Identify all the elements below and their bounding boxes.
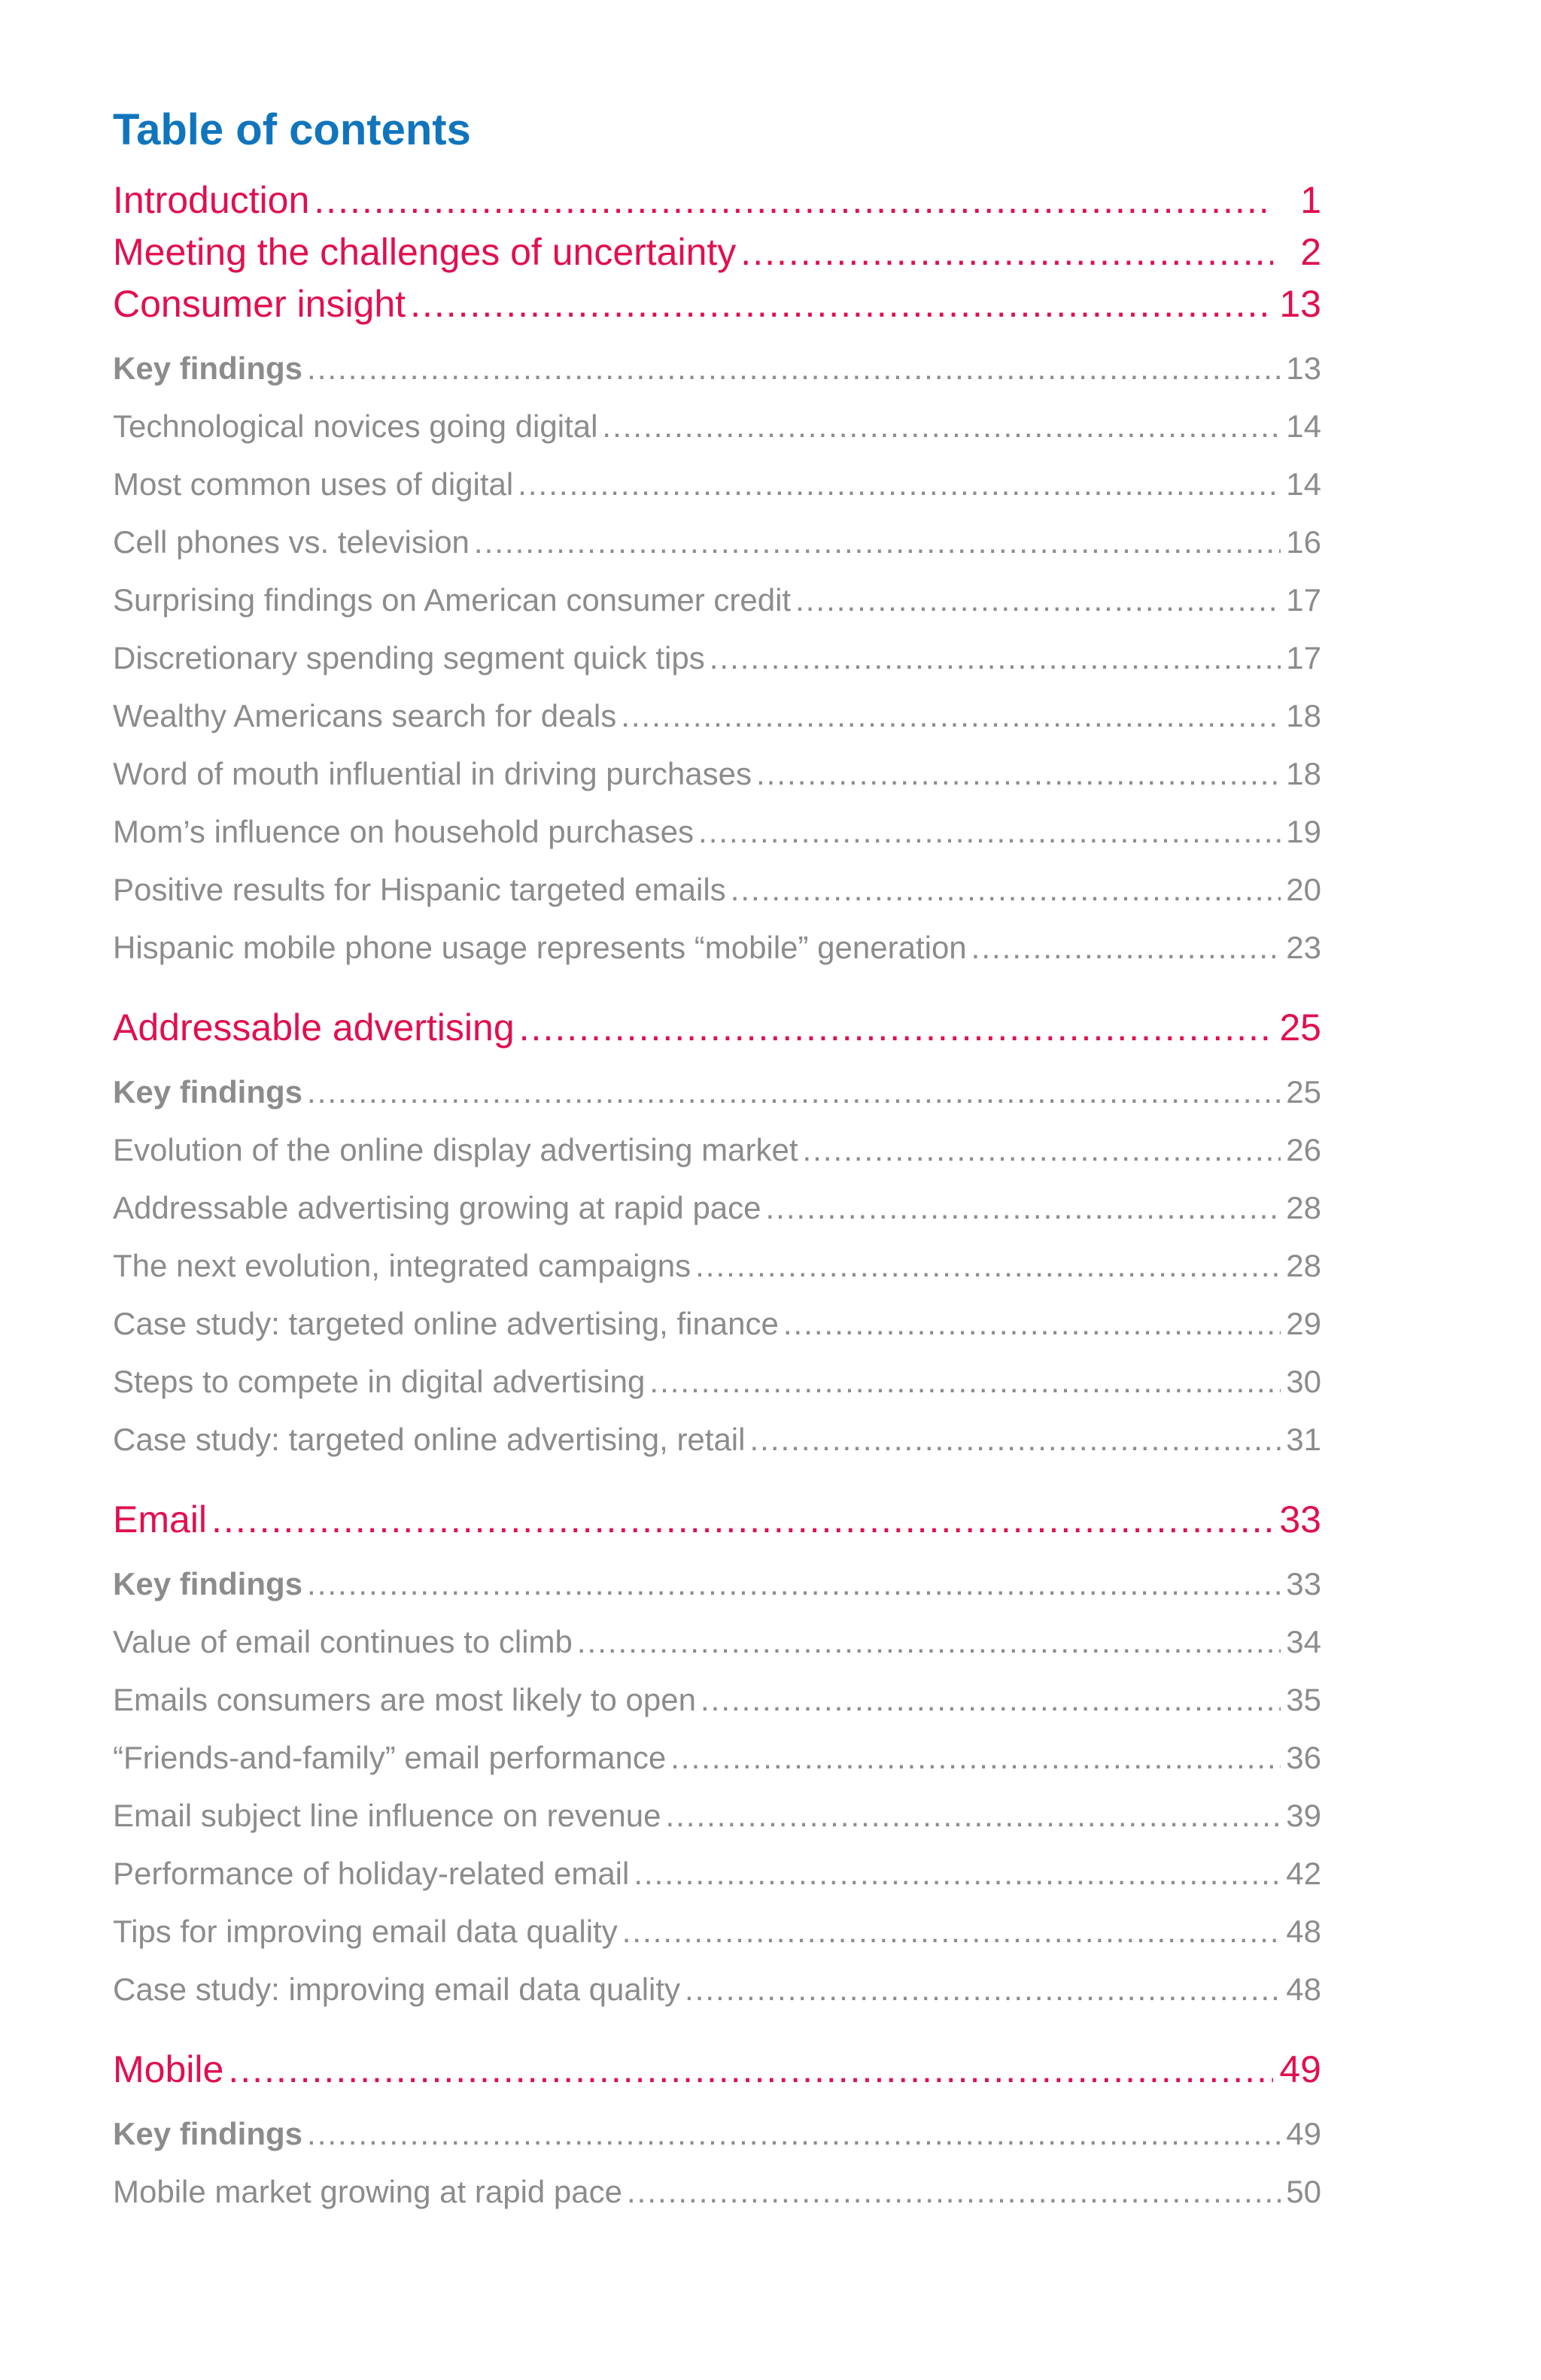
toc-entry[interactable] bbox=[113, 1237, 1321, 1295]
section-page-number: 25 bbox=[1279, 1006, 1321, 1049]
toc-entry[interactable] bbox=[113, 629, 1321, 687]
dot-leader bbox=[783, 1295, 1281, 1352]
entry-label: Key findings bbox=[113, 1074, 303, 1110]
entry-label: Case study: targeted online advertising, retail bbox=[113, 1422, 746, 1457]
table-of-contents bbox=[113, 102, 1321, 2221]
toc-entry[interactable] bbox=[113, 687, 1321, 745]
dot-leader bbox=[634, 1844, 1281, 1902]
entry-label: Most common uses of digital bbox=[113, 466, 514, 502]
section-title: Introduction bbox=[113, 179, 310, 221]
toc-entry[interactable] bbox=[113, 513, 1321, 571]
toc-entry[interactable] bbox=[113, 455, 1321, 513]
toc-entry[interactable] bbox=[113, 918, 1321, 976]
toc-key-findings-entry[interactable] bbox=[113, 1555, 1321, 1613]
dot-leader bbox=[731, 861, 1281, 918]
entry-page-number: 39 bbox=[1286, 1798, 1321, 1833]
entry-page-number: 35 bbox=[1286, 1682, 1321, 1717]
entry-page-number: 42 bbox=[1286, 1856, 1321, 1891]
entry-label: Word of mouth influential in driving purchases bbox=[113, 756, 752, 791]
entry-label: Case study: improving email data quality bbox=[113, 1972, 681, 2007]
entry-label: Key findings bbox=[113, 351, 303, 386]
section-page-number: 1 bbox=[1300, 179, 1321, 221]
dot-leader bbox=[749, 1410, 1281, 1468]
toc-key-findings-entry[interactable] bbox=[113, 2105, 1321, 2163]
dot-leader bbox=[649, 1352, 1281, 1410]
entry-label: Emails consumers are most likely to open bbox=[113, 1682, 696, 1717]
entry-label: Positive results for Hispanic targeted emails bbox=[113, 872, 726, 907]
entry-page-number: 14 bbox=[1286, 466, 1321, 502]
toc-entry[interactable] bbox=[113, 803, 1321, 861]
toc-entry[interactable] bbox=[113, 1410, 1321, 1468]
entry-page-number: 26 bbox=[1286, 1132, 1321, 1167]
entry-page-number: 25 bbox=[1286, 1074, 1321, 1110]
entry-page-number: 18 bbox=[1286, 698, 1321, 733]
entry-label: Steps to compete in digital advertising bbox=[113, 1364, 646, 1399]
toc-section-heading[interactable] bbox=[113, 1002, 1321, 1054]
toc-list bbox=[113, 175, 1321, 2221]
entry-label: The next evolution, integrated campaigns bbox=[113, 1248, 691, 1283]
dot-leader bbox=[211, 1494, 1273, 1546]
dot-leader bbox=[410, 278, 1273, 330]
section-title: Consumer insight bbox=[113, 283, 406, 325]
dot-leader bbox=[519, 1002, 1273, 1054]
entry-label: Surprising findings on American consumer credit bbox=[113, 582, 792, 618]
entry-page-number: 34 bbox=[1286, 1624, 1321, 1659]
toc-entry[interactable] bbox=[113, 1787, 1321, 1844]
toc-section-heading[interactable] bbox=[113, 2044, 1321, 2096]
toc-section-heading[interactable] bbox=[113, 1494, 1321, 1546]
section-page-number: 2 bbox=[1300, 231, 1321, 273]
dot-leader bbox=[685, 1960, 1281, 2018]
toc-section-heading[interactable] bbox=[113, 226, 1321, 278]
toc-entry[interactable] bbox=[113, 861, 1321, 918]
entry-page-number: 33 bbox=[1286, 1566, 1321, 1601]
dot-leader bbox=[228, 2044, 1273, 2096]
entry-page-number: 48 bbox=[1286, 1972, 1321, 2007]
entry-label: Performance of holiday-related email bbox=[113, 1856, 630, 1891]
entry-page-number: 17 bbox=[1286, 640, 1321, 675]
entry-label: Case study: targeted online advertising, finance bbox=[113, 1306, 779, 1341]
toc-entry[interactable] bbox=[113, 1179, 1321, 1237]
section-title: Meeting the challenges of uncertainty bbox=[113, 231, 737, 273]
dot-leader bbox=[622, 1902, 1281, 1960]
dot-leader bbox=[307, 2105, 1281, 2163]
entry-label: Email subject line influence on revenue bbox=[113, 1798, 661, 1833]
entry-label: Discretionary spending segment quick tips bbox=[113, 640, 705, 675]
dot-leader bbox=[518, 455, 1281, 513]
entry-page-number: 20 bbox=[1286, 872, 1321, 907]
toc-entry[interactable] bbox=[113, 1729, 1321, 1787]
dot-leader bbox=[698, 803, 1281, 861]
entry-label: Mom’s influence on household purchases bbox=[113, 814, 695, 849]
entry-label: “Friends-and-family” email performance bbox=[113, 1740, 667, 1775]
entry-page-number: 14 bbox=[1286, 408, 1321, 444]
entry-page-number: 28 bbox=[1286, 1248, 1321, 1283]
toc-entry[interactable] bbox=[113, 2163, 1321, 2221]
toc-entry[interactable] bbox=[113, 1960, 1321, 2018]
entry-page-number: 30 bbox=[1286, 1364, 1321, 1399]
dot-leader bbox=[602, 397, 1281, 455]
dot-leader bbox=[307, 339, 1281, 397]
dot-leader bbox=[474, 513, 1281, 571]
section-page-number: 49 bbox=[1279, 2048, 1321, 2090]
dot-leader bbox=[621, 687, 1281, 745]
entry-label: Cell phones vs. television bbox=[113, 524, 470, 560]
entry-page-number: 23 bbox=[1286, 930, 1321, 965]
toc-entry[interactable] bbox=[113, 1844, 1321, 1902]
entry-label: Evolution of the online display advertising market bbox=[113, 1132, 798, 1167]
entry-page-number: 29 bbox=[1286, 1306, 1321, 1341]
entry-label: Wealthy Americans search for deals bbox=[113, 698, 617, 733]
entry-page-number: 36 bbox=[1286, 1740, 1321, 1775]
entry-page-number: 49 bbox=[1286, 2116, 1321, 2151]
entry-page-number: 28 bbox=[1286, 1190, 1321, 1225]
section-title: Addressable advertising bbox=[113, 1006, 515, 1049]
toc-entry[interactable] bbox=[113, 1671, 1321, 1729]
entry-label: Key findings bbox=[113, 1566, 303, 1601]
entry-page-number: 16 bbox=[1286, 524, 1321, 560]
toc-entry[interactable] bbox=[113, 1902, 1321, 1960]
toc-entry[interactable] bbox=[113, 571, 1321, 629]
dot-leader bbox=[307, 1063, 1281, 1121]
dot-leader bbox=[710, 629, 1281, 687]
toc-entry[interactable] bbox=[113, 1352, 1321, 1410]
dot-leader bbox=[665, 1787, 1281, 1844]
toc-entry[interactable] bbox=[113, 397, 1321, 455]
entry-page-number: 13 bbox=[1286, 351, 1321, 386]
toc-entry[interactable] bbox=[113, 745, 1321, 803]
dot-leader bbox=[740, 226, 1273, 278]
entry-page-number: 17 bbox=[1286, 582, 1321, 618]
dot-leader bbox=[314, 175, 1273, 226]
dot-leader bbox=[803, 1121, 1281, 1179]
toc-section-heading[interactable] bbox=[113, 278, 1321, 330]
entry-label: Key findings bbox=[113, 2116, 303, 2151]
section-title: Mobile bbox=[113, 2048, 224, 2090]
dot-leader bbox=[670, 1729, 1281, 1787]
entry-label: Hispanic mobile phone usage represents “mobile” generation bbox=[113, 930, 967, 965]
toc-key-findings-entry[interactable] bbox=[113, 339, 1321, 397]
section-title: Email bbox=[113, 1498, 208, 1541]
entry-label: Tips for improving email data quality bbox=[113, 1914, 618, 1949]
entry-label: Value of email continues to climb bbox=[113, 1624, 573, 1659]
entry-page-number: 50 bbox=[1286, 2174, 1321, 2209]
entry-label: Technological novices going digital bbox=[113, 408, 598, 444]
toc-title: Table of contents bbox=[113, 105, 471, 154]
dot-leader bbox=[577, 1613, 1281, 1671]
section-page-number: 13 bbox=[1279, 283, 1321, 325]
entry-page-number: 19 bbox=[1286, 814, 1321, 849]
toc-entry[interactable] bbox=[113, 1121, 1321, 1179]
dot-leader bbox=[307, 1555, 1281, 1613]
entry-label: Mobile market growing at rapid pace bbox=[113, 2174, 623, 2209]
toc-entry[interactable] bbox=[113, 1613, 1321, 1671]
toc-section-heading[interactable] bbox=[113, 175, 1321, 226]
toc-key-findings-entry[interactable] bbox=[113, 1063, 1321, 1121]
entry-page-number: 48 bbox=[1286, 1914, 1321, 1949]
entry-page-number: 31 bbox=[1286, 1422, 1321, 1457]
entry-page-number: 18 bbox=[1286, 756, 1321, 791]
dot-leader bbox=[795, 571, 1281, 629]
dot-leader bbox=[971, 918, 1281, 976]
dot-leader bbox=[627, 2163, 1281, 2221]
dot-leader bbox=[701, 1671, 1281, 1729]
entry-label: Addressable advertising growing at rapid pace bbox=[113, 1190, 761, 1225]
section-page-number: 33 bbox=[1279, 1498, 1321, 1541]
dot-leader bbox=[695, 1237, 1281, 1295]
dot-leader bbox=[766, 1179, 1281, 1237]
dot-leader bbox=[756, 745, 1281, 803]
toc-entry[interactable] bbox=[113, 1295, 1321, 1352]
